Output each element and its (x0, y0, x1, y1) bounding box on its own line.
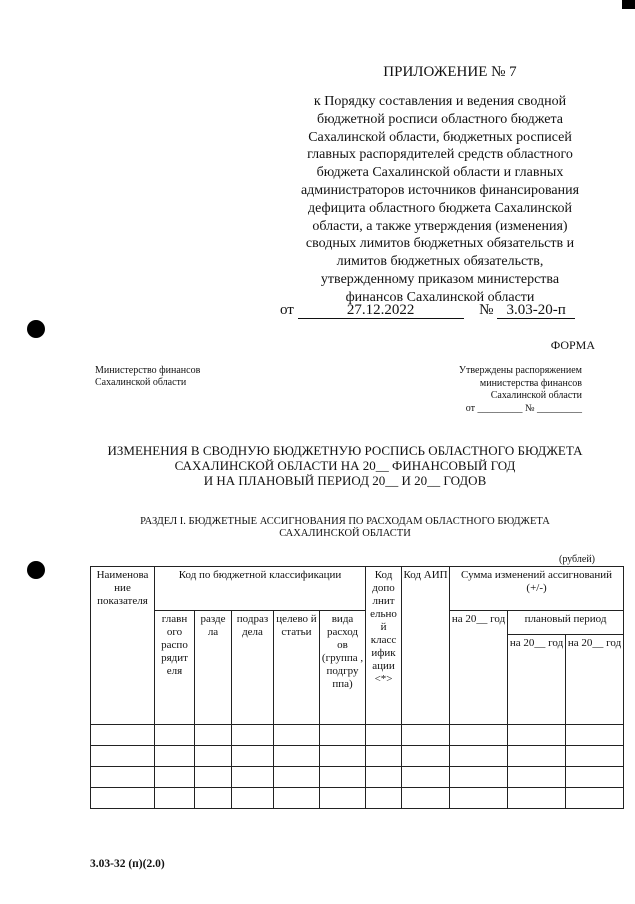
appendix-line: главных распорядителей средств областного (307, 147, 573, 163)
header-allocation-changes: Сумма изменений ассигнований (+/-) (450, 567, 624, 611)
table-row (91, 767, 624, 788)
order-number: 3.03-20-п (497, 303, 575, 319)
header-planning-period: плановый период (508, 611, 624, 635)
ministry-line: Министерство финансов (95, 365, 201, 376)
appendix-line: администраторов источников финансирования (300, 182, 580, 198)
approval-line: Сахалинской области (490, 390, 582, 401)
appendix-title: ПРИЛОЖЕНИЕ № 7 (383, 64, 517, 80)
order-date: 27.12.2022 (298, 303, 464, 319)
appendix-line: бюджета Сахалинской области и главных (316, 165, 564, 181)
appendix-line: области, а также утверждения (изменения) (312, 218, 568, 234)
form-code: 3.03-32 (п)(2.0) (90, 858, 165, 870)
table-row (91, 746, 624, 767)
header-plan-year-1: на 20__ год (508, 635, 566, 725)
approval-block (380, 365, 582, 415)
ministry-name (95, 365, 315, 389)
header-plan-year-2: на 20__ год (566, 635, 624, 725)
appendix-line: дефицита областного бюджета Сахалинской (308, 200, 572, 216)
punch-hole-bottom (27, 561, 45, 579)
section-title (60, 516, 630, 540)
allocations-table (90, 566, 624, 809)
appendix-description (280, 93, 600, 307)
appendix-line: сводных лимитов бюджетных обязательств и (305, 236, 575, 252)
appendix-line: финансов Сахалинской области (345, 289, 535, 305)
section-title-line: РАЗДЕЛ I. БЮДЖЕТНЫЕ АССИГНОВАНИЯ ПО РАСХОДАМ ОБЛАСТНОГО БЮДЖЕТА (140, 516, 550, 527)
title-line: И НА ПЛАНОВЫЙ ПЕРИОД 20__ И 20__ ГОДОВ (203, 473, 487, 488)
document-title (40, 443, 635, 488)
table-row (91, 725, 624, 746)
title-line: САХАЛИНСКОЙ ОБЛАСТИ НА 20__ ФИНАНСОВЫЙ ГОД (174, 458, 516, 473)
order-date-number (280, 302, 610, 319)
appendix-line: Сахалинской области, бюджетных росписей (308, 129, 572, 145)
header-chief-administrator: главн ого распо рядит еля (155, 611, 195, 725)
header-target-article: целево й статьи (274, 611, 320, 725)
units-label: (рублей) (558, 554, 595, 565)
table-row (91, 788, 624, 809)
ministry-line: Сахалинской области (95, 377, 187, 388)
from-label: от (280, 302, 294, 318)
header-budget-classification: Код по бюджетной классификации (155, 567, 366, 611)
appendix-line: лимитов бюджетных обязательств, (336, 254, 544, 270)
scan-corner-mark (622, 0, 635, 9)
header-section: разде ла (195, 611, 232, 725)
form-label: ФОРМА (550, 338, 595, 352)
appendix-line: бюджетной росписи областного бюджета (317, 111, 563, 127)
header-additional-classification: Код допо лнит ельно й класс ифик ации <*> (366, 567, 402, 725)
appendix-line: к Порядку составления и ведения сводной (313, 94, 567, 109)
header-expense-type: вида расход ов (группа , подгру ппа) (320, 611, 366, 725)
header-subsection: подраз дела (232, 611, 274, 725)
header-current-year: на 20__ год (450, 611, 508, 725)
title-line: ИЗМЕНЕНИЯ В СВОДНУЮ БЮДЖЕТНУЮ РОСПИСЬ ОБЛАСТНОГО БЮДЖЕТА (107, 443, 583, 458)
section-title-line: САХАЛИНСКОЙ ОБЛАСТИ (279, 528, 411, 539)
approval-line: Утверждены распоряжением (458, 365, 582, 376)
header-aip-code: Код АИП (402, 567, 450, 725)
approval-line: министерства финансов (479, 377, 582, 389)
approval-date-number: от _________ № _________ (465, 402, 582, 414)
header-indicator-name: Наименова ние показателя (91, 567, 155, 725)
appendix-line: утвержденному приказом министерства (320, 271, 560, 287)
punch-hole-top (27, 320, 45, 338)
number-label: № (479, 302, 494, 318)
